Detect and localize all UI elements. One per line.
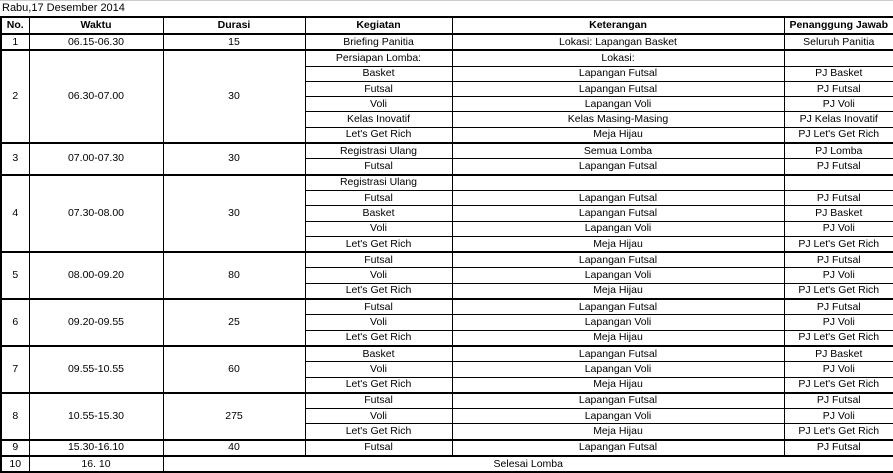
schedule-table <box>0 16 893 473</box>
cell-kegiatan: Futsal <box>305 159 452 175</box>
table-row <box>1 346 893 362</box>
row-number: 9 <box>1 440 29 456</box>
cell-penanggung-jawab: PJ Futsal <box>784 299 893 315</box>
table-row <box>1 252 893 268</box>
table-row <box>1 393 893 409</box>
cell-kegiatan: Kelas Inovatif <box>305 112 452 127</box>
cell-kegiatan: Voli <box>305 97 452 112</box>
cell-penanggung-jawab: PJ Kelas Inovatif <box>784 112 893 127</box>
cell-kegiatan: Futsal <box>305 440 452 456</box>
cell-penanggung-jawab: PJ Voli <box>784 362 893 377</box>
row-number: 4 <box>1 175 29 252</box>
cell-keterangan: Lokasi: Lapangan Basket <box>452 34 784 50</box>
cell-keterangan: Lapangan Futsal <box>452 252 784 268</box>
cell-penanggung-jawab: PJ Voli <box>784 315 893 330</box>
row-durasi: 80 <box>163 252 305 299</box>
cell-kegiatan: Persiapan Lomba: <box>305 50 452 66</box>
cell-penanggung-jawab: PJ Futsal <box>784 190 893 205</box>
row-number: 8 <box>1 393 29 440</box>
cell-keterangan: Lapangan Voli <box>452 409 784 424</box>
cell-keterangan: Lapangan Futsal <box>452 440 784 456</box>
table-row <box>1 175 893 191</box>
row-waktu: 09.55-10.55 <box>29 346 163 393</box>
cell-penanggung-jawab <box>784 50 893 66</box>
cell-kegiatan: Let's Get Rich <box>305 283 452 299</box>
table-row <box>1 299 893 315</box>
row-number: 10 <box>1 456 29 472</box>
cell-penanggung-jawab: PJ Basket <box>784 206 893 221</box>
cell-penanggung-jawab: Seluruh Panitia <box>784 34 893 50</box>
row-number: 3 <box>1 143 29 175</box>
cell-kegiatan: Voli <box>305 221 452 236</box>
row-durasi: 275 <box>163 393 305 440</box>
row-number: 5 <box>1 252 29 299</box>
cell-penanggung-jawab: PJ Basket <box>784 346 893 362</box>
cell-kegiatan: Futsal <box>305 81 452 96</box>
cell-keterangan: Kelas Masing-Masing <box>452 112 784 127</box>
cell-penanggung-jawab: PJ Basket <box>784 66 893 81</box>
row-durasi: 30 <box>163 50 305 143</box>
row-waktu: 15.30-16.10 <box>29 440 163 456</box>
row-durasi: 40 <box>163 440 305 456</box>
cell-kegiatan: Let's Get Rich <box>305 236 452 252</box>
row-waktu: 16. 10 <box>29 456 163 472</box>
header-penanggung-jawab: Penanggung Jawab <box>784 17 893 34</box>
cell-kegiatan: Registrasi Ulang <box>305 143 452 159</box>
cell-penanggung-jawab: PJ Let's Get Rich <box>784 236 893 252</box>
cell-keterangan: Lapangan Voli <box>452 221 784 236</box>
cell-keterangan: Lapangan Futsal <box>452 393 784 409</box>
cell-keterangan <box>452 175 784 191</box>
sheet-title: Rabu,17 Desember 2014 <box>0 0 893 16</box>
cell-kegiatan: Registrasi Ulang <box>305 175 452 191</box>
cell-kegiatan: Voli <box>305 268 452 283</box>
cell-penanggung-jawab: PJ Futsal <box>784 393 893 409</box>
row-number: 2 <box>1 50 29 143</box>
cell-kegiatan: Let's Get Rich <box>305 377 452 393</box>
cell-keterangan: Meja Hijau <box>452 127 784 143</box>
cell-penanggung-jawab: PJ Let's Get Rich <box>784 283 893 299</box>
cell-penanggung-jawab: PJ Voli <box>784 409 893 424</box>
cell-keterangan: Meja Hijau <box>452 283 784 299</box>
cell-kegiatan: Voli <box>305 362 452 377</box>
cell-keterangan: Lapangan Futsal <box>452 346 784 362</box>
cell-keterangan: Lapangan Voli <box>452 97 784 112</box>
header-no: No. <box>1 17 29 34</box>
cell-penanggung-jawab: PJ Futsal <box>784 81 893 96</box>
cell-keterangan: Lapangan Futsal <box>452 159 784 175</box>
cell-keterangan: Lapangan Futsal <box>452 190 784 205</box>
row-durasi: 25 <box>163 299 305 346</box>
row-waktu: 08.00-09.20 <box>29 252 163 299</box>
table-row <box>1 50 893 66</box>
cell-keterangan: Lapangan Futsal <box>452 81 784 96</box>
cell-keterangan: Lapangan Futsal <box>452 66 784 81</box>
row-waktu: 06.15-06.30 <box>29 34 163 50</box>
row-number: 6 <box>1 299 29 346</box>
table-row <box>1 440 893 456</box>
cell-kegiatan: Voli <box>305 409 452 424</box>
cell-keterangan: Meja Hijau <box>452 236 784 252</box>
cell-kegiatan: Let's Get Rich <box>305 424 452 440</box>
header-durasi: Durasi <box>163 17 305 34</box>
cell-keterangan: Meja Hijau <box>452 330 784 346</box>
cell-kegiatan: Basket <box>305 66 452 81</box>
row-waktu: 06.30-07.00 <box>29 50 163 143</box>
cell-keterangan: Lapangan Futsal <box>452 206 784 221</box>
cell-penanggung-jawab: PJ Lomba <box>784 143 893 159</box>
cell-penanggung-jawab: PJ Voli <box>784 97 893 112</box>
cell-penanggung-jawab: PJ Let's Get Rich <box>784 127 893 143</box>
cell-penanggung-jawab <box>784 175 893 191</box>
header-row <box>1 17 893 34</box>
cell-kegiatan: Voli <box>305 315 452 330</box>
cell-kegiatan: Futsal <box>305 252 452 268</box>
row-number: 1 <box>1 34 29 50</box>
row-durasi: 60 <box>163 346 305 393</box>
cell-keterangan: Meja Hijau <box>452 377 784 393</box>
cell-keterangan: Lapangan Voli <box>452 362 784 377</box>
row-waktu: 07.30-08.00 <box>29 175 163 252</box>
row-waktu: 07.00-07.30 <box>29 143 163 175</box>
row-waktu: 09.20-09.55 <box>29 299 163 346</box>
cell-penanggung-jawab: PJ Let's Get Rich <box>784 330 893 346</box>
cell-penanggung-jawab: PJ Let's Get Rich <box>784 424 893 440</box>
row-waktu: 10.55-15.30 <box>29 393 163 440</box>
row-selesai-lomba: Selesai Lomba <box>163 456 893 472</box>
cell-kegiatan: Briefing Panitia <box>305 34 452 50</box>
cell-kegiatan: Basket <box>305 346 452 362</box>
row-number: 7 <box>1 346 29 393</box>
cell-kegiatan: Basket <box>305 206 452 221</box>
cell-penanggung-jawab: PJ Voli <box>784 268 893 283</box>
cell-penanggung-jawab: PJ Futsal <box>784 440 893 456</box>
cell-keterangan: Lapangan Voli <box>452 315 784 330</box>
header-kegiatan: Kegiatan <box>305 17 452 34</box>
cell-kegiatan: Futsal <box>305 190 452 205</box>
cell-kegiatan: Let's Get Rich <box>305 330 452 346</box>
cell-keterangan: Lapangan Futsal <box>452 299 784 315</box>
cell-keterangan: Meja Hijau <box>452 424 784 440</box>
cell-penanggung-jawab: PJ Futsal <box>784 252 893 268</box>
row-durasi: 30 <box>163 175 305 252</box>
cell-penanggung-jawab: PJ Let's Get Rich <box>784 377 893 393</box>
cell-penanggung-jawab: PJ Voli <box>784 221 893 236</box>
table-row <box>1 34 893 50</box>
table-row-final <box>1 456 893 472</box>
cell-keterangan: Lapangan Voli <box>452 268 784 283</box>
cell-kegiatan: Futsal <box>305 393 452 409</box>
header-keterangan: Keterangan <box>452 17 784 34</box>
cell-keterangan: Lokasi: <box>452 50 784 66</box>
header-waktu: Waktu <box>29 17 163 34</box>
row-durasi: 30 <box>163 143 305 175</box>
cell-kegiatan: Let's Get Rich <box>305 127 452 143</box>
cell-penanggung-jawab: PJ Futsal <box>784 159 893 175</box>
cell-kegiatan: Futsal <box>305 299 452 315</box>
row-durasi: 15 <box>163 34 305 50</box>
cell-keterangan: Semua Lomba <box>452 143 784 159</box>
table-row <box>1 143 893 159</box>
